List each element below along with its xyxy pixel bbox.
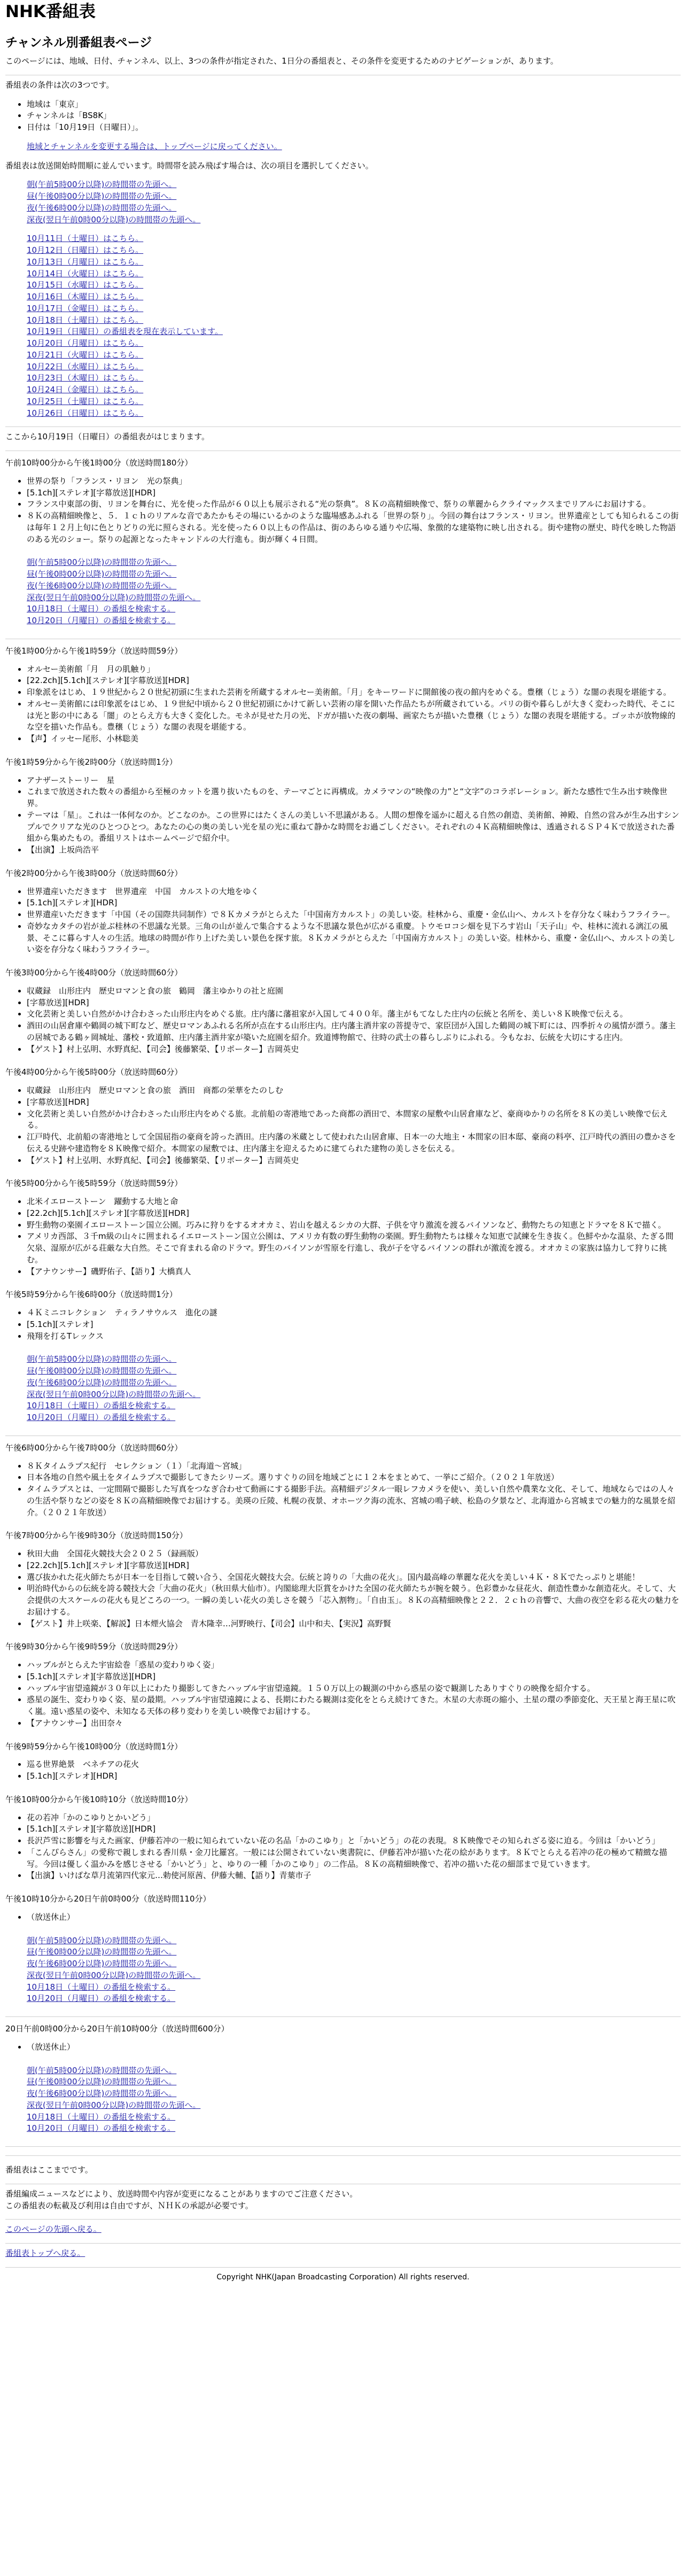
jump-evening-link[interactable]: 夜(午後6時00分以降)の時間帯の先頭へ。 bbox=[27, 203, 177, 213]
date-link[interactable]: 10月14日（火曜日）はこちら。 bbox=[27, 268, 144, 278]
date-link[interactable]: 10月21日（火曜日）はこちら。 bbox=[27, 350, 144, 360]
program-details bbox=[5, 476, 681, 546]
page-description: このページには、地域、日付、チャンネル、以上、3つの条件が指定された、1日分の番組表と、その条件を変更するためのナビゲーションが、あります。 bbox=[5, 56, 558, 66]
program-details bbox=[5, 1085, 681, 1166]
copyright: Copyright NHK(Japan Broadcasting Corporation) All rights reserved. bbox=[216, 2272, 470, 2282]
program-detail: • テーマは「星」。これは一体何なのか。どこなのか。この世界にはたくさんの美しい不思議がある。人間の想像を遥かに超える自然の創造、美術館、神殿、自然の営みが生み出すシンプルでクリアな光のひとつひとつ。あなたの心の奥の美しい光を星の光に重ねて静かな時間をお過ごしください。それぞれの４Ｋ高精細映像は、透過されるＳＰ４Ｋで放送された番組から集めたもの。番組リストはホームページで紹介中。 bbox=[27, 810, 681, 844]
program-time: 20日午前0時00分から20日午前10時00分（放送時間600分） bbox=[5, 2024, 229, 2034]
date-link[interactable]: 10月24日（金曜日）はこちら。 bbox=[27, 385, 144, 395]
search-date-link[interactable]: 10月20日（月曜日）の番組を検索する。 bbox=[27, 1413, 176, 1423]
program-title: • 収蔵録 山形庄内 歴史ロマンと食の旅 酒田 商都の栄華をたのしむ bbox=[27, 1085, 681, 1097]
jump-evening-link[interactable]: 夜(午後6時00分以降)の時間帯の先頭へ。 bbox=[27, 2089, 177, 2099]
program-detail: • 長沢芦雪に影響を与えた画家、伊藤若冲の一般に知られていない花の名品「かのこゆり」と「かいどう」の花の表現。８Ｋ映像でその知られざる姿に迫る。今回は「かいどう」 bbox=[27, 1835, 681, 1847]
jump-morning-link[interactable]: 朝(午前5時00分以降)の時間帯の先頭へ。 bbox=[27, 1935, 177, 1945]
search-date-link[interactable]: 10月18日（土曜日）の番組を検索する。 bbox=[27, 604, 176, 614]
program-time: 午後6時00分から午後7時00分（放送時間60分） bbox=[5, 1442, 183, 1453]
conditions-intro: 番組表の条件は次の3つです。 bbox=[5, 80, 114, 90]
program-block bbox=[5, 967, 681, 1055]
program-details bbox=[5, 664, 681, 745]
program-detail: • 印象派をはじめ、１９世紀から２０世紀初頭に生まれた芸術を所蔵するオルセー美術館。「月」をキーワードに開館後の夜の館内をめぐる。豊穣（じょう）な闇の表現を堪能する。 bbox=[27, 687, 681, 699]
site-title: NHK番組表 bbox=[5, 2, 96, 21]
condition-date: • 日付は「10月19日（日曜日）」。 bbox=[27, 122, 681, 134]
search-date-link[interactable]: 10月20日（月曜日）の番組を検索する。 bbox=[27, 1993, 176, 2004]
program-detail: • 世界遺産いただきます「中国（その国際共同制作）で８Ｋカメラがとらえた「中国南方カルスト」の美しい姿。桂林から、重慶・金仏山へ、カルストを存分なく味わうフライラー。 bbox=[27, 909, 681, 921]
program-title: • （放送休止） bbox=[27, 2042, 681, 2053]
divider bbox=[5, 2155, 681, 2156]
jump-noon-link[interactable]: 昼(午後0時00分以降)の時間帯の先頭へ。 bbox=[27, 2077, 177, 2087]
program-details bbox=[5, 1307, 681, 1342]
program-detail: • [5.1ch][ステレオ][字幕放送][HDR] bbox=[27, 1671, 681, 1683]
program-time: 午後4時00分から午後5時00分（放送時間60分） bbox=[5, 1067, 183, 1077]
program-details bbox=[5, 1196, 681, 1277]
date-link[interactable]: 10月17日（金曜日）はこちら。 bbox=[27, 303, 144, 313]
program-detail: • タイムラプスとは、一定間隔で撮影した写真をつなぎ合わせて動画にする撮影手法。高精細デジタル一眼レフカメラを使い、美しい自然や農業な文化、そして、地域ならではの人々の生活や祭りなどの姿を８Ｋの高精細映像でお届けする。美瑛の丘陵、札幌の夜景、オホーツク海の流氷、宮城の鳴子峡、松島の夕景など、北海道から宮城までの魅力的な風景を紹介。（２０２１年放送） bbox=[27, 1484, 681, 1518]
program-time: 午後5時00分から午後5時59分（放送時間59分） bbox=[5, 1178, 183, 1189]
date-link[interactable]: 10月18日（土曜日）はこちら。 bbox=[27, 315, 144, 325]
program-details bbox=[5, 1548, 681, 1630]
program-detail: • 奇妙なカタチの岩が並ぶ桂林の不思議な光景。三角の山が並んで集合するような不思議な景色が広がる重慶。トウモロコシ畑を見下ろす岩山「天子山」や、桂林に流れる漓江の風景、そこに暮らす人々の生活。地球の時間が作り上げた美しい景色を探す旅。８Ｋカメラがとらえた「中国南方カルスト」の美しい姿。桂林から、重慶・金仏山へ、カルストの美しい姿を存分なく味わうフライラー。 bbox=[27, 921, 681, 956]
search-date-link[interactable]: 10月20日（月曜日）の番組を検索する。 bbox=[27, 2123, 176, 2133]
jump-latenight-link[interactable]: 深夜(翌日午前0時00分以降)の時間帯の先頭へ。 bbox=[27, 214, 201, 224]
program-block bbox=[5, 1289, 681, 1436]
divider bbox=[5, 2243, 681, 2244]
program-detail: • 【声】イッセー尾形、小林聡美 bbox=[27, 733, 681, 745]
program-block bbox=[5, 757, 681, 856]
date-link[interactable]: 10月11日（土曜日）はこちら。 bbox=[27, 234, 144, 244]
back-to-page-top-link[interactable]: このページの先頭へ戻る。 bbox=[5, 2224, 102, 2234]
program-block bbox=[5, 868, 681, 956]
date-link[interactable]: 10月12日（日曜日）はこちら。 bbox=[27, 245, 144, 255]
jump-latenight-link[interactable]: 深夜(翌日午前0時00分以降)の時間帯の先頭へ。 bbox=[27, 1389, 201, 1399]
conditions-list bbox=[5, 99, 681, 134]
jump-noon-link[interactable]: 昼(午後0時00分以降)の時間帯の先頭へ。 bbox=[27, 1947, 177, 1957]
date-link[interactable]: 10月13日（月曜日）はこちら。 bbox=[27, 257, 144, 267]
date-link[interactable]: 10月15日（水曜日）はこちら。 bbox=[27, 280, 144, 290]
back-to-top-page-link[interactable]: 地域とチャンネルを変更する場合は、トップページに戻ってください。 bbox=[27, 141, 282, 151]
date-link[interactable]: 10月16日（木曜日）はこちら。 bbox=[27, 292, 144, 302]
jump-latenight-link[interactable]: 深夜(翌日午前0時00分以降)の時間帯の先頭へ。 bbox=[27, 592, 201, 602]
search-date-link[interactable]: 10月18日（土曜日）の番組を検索する。 bbox=[27, 1401, 176, 1411]
program-time: 午後3時00分から午後4時00分（放送時間60分） bbox=[5, 968, 183, 978]
program-time: 午前10時00分から午後1時00分（放送時間180分） bbox=[5, 458, 193, 468]
program-title: • 巡る世界絶景 ベネチアの花火 bbox=[27, 1759, 681, 1771]
program-block bbox=[5, 2023, 681, 2147]
program-detail: • 飛翔を打るTレックス bbox=[27, 1331, 681, 1343]
divider bbox=[5, 2267, 681, 2268]
footer-links bbox=[5, 2224, 681, 2236]
search-date-link[interactable]: 10月18日（土曜日）の番組を検索する。 bbox=[27, 1982, 176, 1992]
program-title: • ４Ｋミニコレクション ティラノサウルス 進化の謎 bbox=[27, 1307, 681, 1319]
program-details bbox=[5, 986, 681, 1056]
program-details bbox=[5, 2042, 681, 2053]
divider bbox=[5, 2219, 681, 2220]
program-detail: • 【出演】上坂尚浩平 bbox=[27, 844, 681, 856]
jump-evening-link[interactable]: 夜(午後6時00分以降)の時間帯の先頭へ。 bbox=[27, 1959, 177, 1969]
footer-note-2: この番組表の転載及び利用は自由ですが、ＮＨＫの承認が必要です。 bbox=[5, 2200, 253, 2210]
program-block bbox=[5, 1641, 681, 1729]
program-detail: • 選び抜かれた花火師たちが日本一を目指して競い合う、全国花火競技大会。伝統と誇りの「大曲の花火」。国内最高峰の華麗な花火を美しい４Ｋ・８Ｋでたっぷりと堪能！ bbox=[27, 1572, 681, 1584]
program-list bbox=[5, 457, 681, 2147]
program-detail: • オルセー美術館には印象派をはじめ、１９世紀中頃から２０世紀初頭にかけて新しい芸術の扉を開いた作品たちが所蔵されている。パリの街や暮らしが大きく変わった時代、そこには光と影の中にある「闇」のとらえ方も大きく変化した。モネが見せた月の光、ドガが描いた夜の劇場、画家たちが描いた豊穣（じょう）な闇の表現を堪能する。ゴッホが放物線的な空を描いた作品も。豊穣（じょう）な闇の表現を堪能する。 bbox=[27, 699, 681, 733]
program-block bbox=[5, 1067, 681, 1166]
program-detail: • 【出演】いけばな草月流第四代家元…勅使河原茜、伊藤大輔、【語り】青葉市子 bbox=[27, 1870, 681, 1882]
divider bbox=[5, 426, 681, 427]
program-detail: • 【アナウンサー】出田奈々 bbox=[27, 1718, 681, 1729]
schedule-start: ここから10月19日（日曜日）の番組表がはじまります。 bbox=[5, 432, 209, 442]
program-time-nav bbox=[5, 2065, 681, 2135]
program-details bbox=[5, 1912, 681, 1923]
jump-morning-link[interactable]: 朝(午前5時00分以降)の時間帯の先頭へ。 bbox=[27, 180, 177, 190]
condition-channel: • チャンネルは「BS8K」 bbox=[27, 110, 681, 122]
top-link-list bbox=[5, 141, 681, 153]
date-link[interactable]: 10月20日（月曜日）はこちら。 bbox=[27, 338, 144, 348]
program-title: • 世界の祭り「フランス・リヨン 光の祭典」 bbox=[27, 476, 681, 487]
program-block bbox=[5, 1741, 681, 1782]
program-detail: • [22.2ch][5.1ch][ステレオ][字幕放送][HDR] bbox=[27, 675, 681, 687]
program-block bbox=[5, 1894, 681, 2017]
program-detail: • [5.1ch][ステレオ] bbox=[27, 1319, 681, 1331]
program-detail: • 【アナウンサー】磯野佑子、【語り】大橋真人 bbox=[27, 1266, 681, 1278]
program-time: 午後9時59分から午後10時00分（放送時間1分） bbox=[5, 1741, 183, 1751]
program-time-nav bbox=[5, 1354, 681, 1424]
program-detail: • 日本各地の自然や風土をタイムラプスで撮影してきたシリーズ。選りすぐりの回を地域ごとに１２本をまとめて、一挙にご紹介。（２０２１年放送） bbox=[27, 1472, 681, 1484]
program-time: 午後10時10分から20日午前0時00分（放送時間110分） bbox=[5, 1894, 211, 1904]
jump-noon-link[interactable]: 昼(午後0時00分以降)の時間帯の先頭へ。 bbox=[27, 569, 177, 579]
program-detail: • [5.1ch][ステレオ][字幕放送][HDR] bbox=[27, 487, 681, 499]
program-detail: • [5.1ch][ステレオ][HDR] bbox=[27, 1771, 681, 1782]
program-time: 午後9時30分から午後9時59分（放送時間29分） bbox=[5, 1642, 183, 1652]
program-block bbox=[5, 457, 681, 639]
jump-evening-link[interactable]: 夜(午後6時00分以降)の時間帯の先頭へ。 bbox=[27, 580, 177, 591]
footer-note: 番組編成ニュースなどにより、放送時間や内容が変更になることがありますのでご注意ください。 bbox=[5, 2189, 358, 2199]
program-detail: • [5.1ch][ステレオ][HDR] bbox=[27, 897, 681, 909]
program-detail: • 明治時代からの伝統を誇る競技大会「大曲の花火」（秋田県大仙市）。内閣総理大臣賞をかけた全国の花火師たちが腕を競う。色彩豊かな昼花火、創造性豊かな創造花火。そして、大会提供の大スケールの花火も見どころの一つ。一瞬の美しい花火の美しさを競う「芯入割物」。「自由玉」。８Ｋの高精細映像と２２．２ｃｈの音響で、大曲の夜空を彩る花火の魅力をお届けする。 bbox=[27, 1583, 681, 1618]
footer-links-2 bbox=[5, 2248, 681, 2260]
program-time: 午後5時59分から午後6時00分（放送時間1分） bbox=[5, 1290, 177, 1300]
jump-noon-link[interactable]: 昼(午後0時00分以降)の時間帯の先頭へ。 bbox=[27, 191, 177, 201]
divider bbox=[5, 2016, 681, 2017]
jump-latenight-link[interactable]: 深夜(翌日午前0時00分以降)の時間帯の先頭へ。 bbox=[27, 2100, 201, 2110]
program-detail: • 江戸時代、北前船の寄港地として全国屈指の豪商を誇った酒田。庄内藩の米蔵として使われた山居倉庫、日本一の大地主・本間家の旧本邸、豪商の料亭、江戸時代の酒田の豊かさを伝える史跡や建造物を８Ｋ映像で紹介。本間家の屋敷では、庄内藩主を迎えるために建てられた建物の美しさを伝える。 bbox=[27, 1131, 681, 1155]
date-link[interactable]: 10月25日（土曜日）はこちら。 bbox=[27, 396, 144, 406]
schedule-end: 番組表はここまでです。 bbox=[5, 2165, 93, 2175]
program-title: • 世界遺産いただきます 世界遺産 中国 カルストの大地をゆく bbox=[27, 886, 681, 898]
program-detail: • ハッブル宇宙望遠鏡が３０年以上にわたり撮影してきたハッブル宇宙望遠鏡。１５０万以上の観測の中から惑星の姿で観測したありすぐりの映像を紹介する。 bbox=[27, 1683, 681, 1695]
program-details bbox=[5, 1812, 681, 1882]
program-details bbox=[5, 1659, 681, 1729]
program-block bbox=[5, 1178, 681, 1277]
page bbox=[0, 1, 686, 2283]
program-block bbox=[5, 646, 681, 745]
program-title: • ハッブルがとらえた宇宙絵巻「惑星の変わりゆく姿」 bbox=[27, 1659, 681, 1671]
program-time: 午後7時00分から午後9時30分（放送時間150分） bbox=[5, 1531, 188, 1541]
program-detail: • フランス中東部の街、リヨンを舞台に、光を使った作品が６０以上も展示される“光の祭典”。８Ｋの高精細映像で、祭りの華麗からクライマックスまでリアルにお届けする。 bbox=[27, 499, 681, 510]
date-nav-list bbox=[5, 233, 681, 419]
program-title: • 北米イエローストーン 躍動する大地と命 bbox=[27, 1196, 681, 1208]
program-detail: • 【ゲスト】井上咲楽、【解説】日本煙火協会 青木隆幸…河野映行、【司会】山中和夫、【実況】高野賢 bbox=[27, 1618, 681, 1630]
search-date-link[interactable]: 10月20日（月曜日）の番組を検索する。 bbox=[27, 616, 176, 626]
program-detail: • 【ゲスト】村上弘明、水野真紀、【司会】後藤繁榮、【リポーター】吉岡英史 bbox=[27, 1044, 681, 1056]
time-nav-list bbox=[5, 179, 681, 226]
divider bbox=[5, 2146, 681, 2147]
program-title: • ８Ｋタイムラプス紀行 セレクション（１）「北海道～宮城」 bbox=[27, 1461, 681, 1472]
program-details bbox=[5, 886, 681, 956]
program-detail: • [字幕放送][HDR] bbox=[27, 1097, 681, 1108]
program-detail: • これまで放送された数々の番組から至極のカットを選り抜いたものを、テーマごとに再構成。カメラマンの“映像の力”と“文字”のコラボレーション。新たな感性で生み出す映像世界。 bbox=[27, 786, 681, 810]
jump-morning-link[interactable]: 朝(午前5時00分以降)の時間帯の先頭へ。 bbox=[27, 557, 177, 568]
program-title: • （放送休止） bbox=[27, 1912, 681, 1923]
program-time: 午後1時00分から午後1時59分（放送時間59分） bbox=[5, 646, 183, 656]
program-detail: • 文化芸術と美しい自然がかけ合わさった山形庄内をめぐる旅。庄内藩に藩祖家が入国して４００年。藩主がもてなした庄内の伝統と名所を、美しい８Ｋ映像で伝える。 bbox=[27, 1008, 681, 1020]
program-time: 午後10時00分から午後10時10分（放送時間10分） bbox=[5, 1794, 193, 1804]
jump-latenight-link[interactable]: 深夜(翌日午前0時00分以降)の時間帯の先頭へ。 bbox=[27, 1970, 201, 1980]
jump-evening-link[interactable]: 夜(午後6時00分以降)の時間帯の先頭へ。 bbox=[27, 1377, 177, 1387]
program-detail: • [5.1ch][ステレオ][字幕放送][HDR] bbox=[27, 1824, 681, 1835]
program-title: • オルセー美術館「月 月の肌触り」 bbox=[27, 664, 681, 676]
program-title: • 秋田大曲 全国花火競技大会２０２５（録画版） bbox=[27, 1548, 681, 1560]
program-detail: • [22.2ch][5.1ch][ステレオ][字幕放送][HDR] bbox=[27, 1208, 681, 1220]
program-block bbox=[5, 1442, 681, 1519]
date-link[interactable]: 10月23日（木曜日）はこちら。 bbox=[27, 373, 144, 383]
program-details bbox=[5, 1759, 681, 1782]
program-detail: • 「こんぴらさん」の愛称で親しまれる香川県・金刀比羅宮。一般には公開されていない奥書院に、伊藤若冲が描いた花の絵があります。８Ｋでとらえる若冲の花の極めて精緻な描写。今回は優しく温かみを感じさせる「かいどう」と、ゆりの一種「かのこゆり」の二作品。８Ｋの高精細映像で、若冲の描いた花の細部まで見ていきます。 bbox=[27, 1847, 681, 1871]
program-details bbox=[5, 775, 681, 856]
program-time-nav bbox=[5, 1935, 681, 2005]
program-title: • 花の若冲「かのこゆりとかいどう」 bbox=[27, 1812, 681, 1824]
jump-morning-link[interactable]: 朝(午前5時00分以降)の時間帯の先頭へ。 bbox=[27, 2065, 177, 2075]
date-link[interactable]: 10月26日（日曜日）はこちら。 bbox=[27, 408, 144, 418]
program-detail: • 文化芸術と美しい自然がかけ合わさった山形庄内をめぐる旅。北前船の寄港地であった商都の酒田で、本間家の屋敷や山居倉庫など、豪商ゆかりの名所を８Ｋの美しい映像で伝える。 bbox=[27, 1108, 681, 1132]
program-time: 午後1時59分から午後2時00分（放送時間1分） bbox=[5, 757, 177, 767]
program-time-nav bbox=[5, 557, 681, 627]
program-detail: • [22.2ch][5.1ch][ステレオ][字幕放送][HDR] bbox=[27, 1560, 681, 1572]
program-detail: • 【ゲスト】村上弘明、水野真紀、【司会】後藤繁榮、【リポーター】吉岡英史 bbox=[27, 1155, 681, 1167]
search-date-link[interactable]: 10月18日（土曜日）の番組を検索する。 bbox=[27, 2112, 176, 2122]
jump-morning-link[interactable]: 朝(午前5時00分以降)の時間帯の先頭へ。 bbox=[27, 1354, 177, 1364]
program-detail: • 野生動物の楽園イエローストーン国立公園。巧みに狩りをするオオカミ、岩山を越えるシカの大群、子供を守り激流を渡るバイソンなど、動物たちの知恵とドラマを８Ｋで描く。 bbox=[27, 1220, 681, 1231]
back-to-schedule-top-link[interactable]: 番組表トップへ戻る。 bbox=[5, 2248, 85, 2259]
condition-region: • 地域は「東京」 bbox=[27, 99, 681, 111]
program-details bbox=[5, 1461, 681, 1519]
jump-noon-link[interactable]: 昼(午後0時00分以降)の時間帯の先頭へ。 bbox=[27, 1366, 177, 1376]
program-detail: • 酒田の山居倉庫や鶴岡の城下町など、歴史ロマンあふれる名所が点在する山形庄内。庄内藩主酒井家の菩提寺で、家臣団が入国した鶴岡の城下町には、四季折々の風情が漂う。藩主の居城である鶴ヶ岡城址、藩校・致道館、庄内藩主酒井家が築いた庭園を紹介。致道博物館で、往時の武士の暮らしぶりにふれる。今もなお、伝統を大切にする庄内。 bbox=[27, 1020, 681, 1044]
order-note: 番組表は放送開始時間順に並んでいます。時間帯を読み飛ばす場合は、次の項目を選択してください。 bbox=[5, 160, 373, 170]
program-title: • 収蔵録 山形庄内 歴史ロマンと食の旅 鶴岡 藩主ゆかりの社と庭園 bbox=[27, 986, 681, 997]
program-block bbox=[5, 1794, 681, 1882]
program-time: 午後2時00分から午後3時00分（放送時間60分） bbox=[5, 868, 183, 878]
program-block bbox=[5, 1530, 681, 1630]
page-title: チャンネル別番組表ページ bbox=[5, 36, 152, 50]
program-detail: • ８Ｋの高精細映像と、５．１ｃｈのリアルな音であたかもその場にいるかのような臨場感あふれる「世界の祭り」。今回の舞台はフランス・リヨン。世界遺産としても知られるこの街は毎年１２月上旬に色とりどりの光に照らされる。光を使った６０以上もの作品は、街のあらゆる通りや広場、象徴的な建築物に映し出される。街や建物の歴史、時代を映した物語のある光のショー。祭りの起源となったキャンドルの大行進も。街が輝く４日間。 bbox=[27, 510, 681, 545]
date-link[interactable]: 10月22日（水曜日）はこちら。 bbox=[27, 361, 144, 371]
program-detail: • [字幕放送][HDR] bbox=[27, 997, 681, 1009]
program-title: • アナザーストーリー 星 bbox=[27, 775, 681, 787]
program-detail: • 惑星の誕生、変わりゆく姿、星の最期。ハッブル宇宙望遠鏡による、長期にわたる観測は変化をとらえ続けてきた。木星の大赤斑の縮小、土星の環の季節変化、天王星と海王星に吹く嵐。遠い惑星の姿や、未知なる天体の移り変わりを美しい映像でお届けする。 bbox=[27, 1694, 681, 1718]
date-link[interactable]: 10月19日（日曜日）の番組表を現在表示しています。 bbox=[27, 327, 223, 337]
program-detail: • アメリカ西部、３千m級の山々に囲まれるイエローストーン国立公園は、アメリカ有数の野生動物の楽園。野生動物たちは様々な知恵で試練を生き抜く。色鮮やかな温泉、たぎる間欠泉、湿原が広がる荘厳な大自然。そこで育まれる命のドラマ。野生のバイソンが雪原を行進し、我が子を守るバイソンの群れが激流を渡る。オオカミの家族は協力して狩りに挑む。 bbox=[27, 1231, 681, 1266]
